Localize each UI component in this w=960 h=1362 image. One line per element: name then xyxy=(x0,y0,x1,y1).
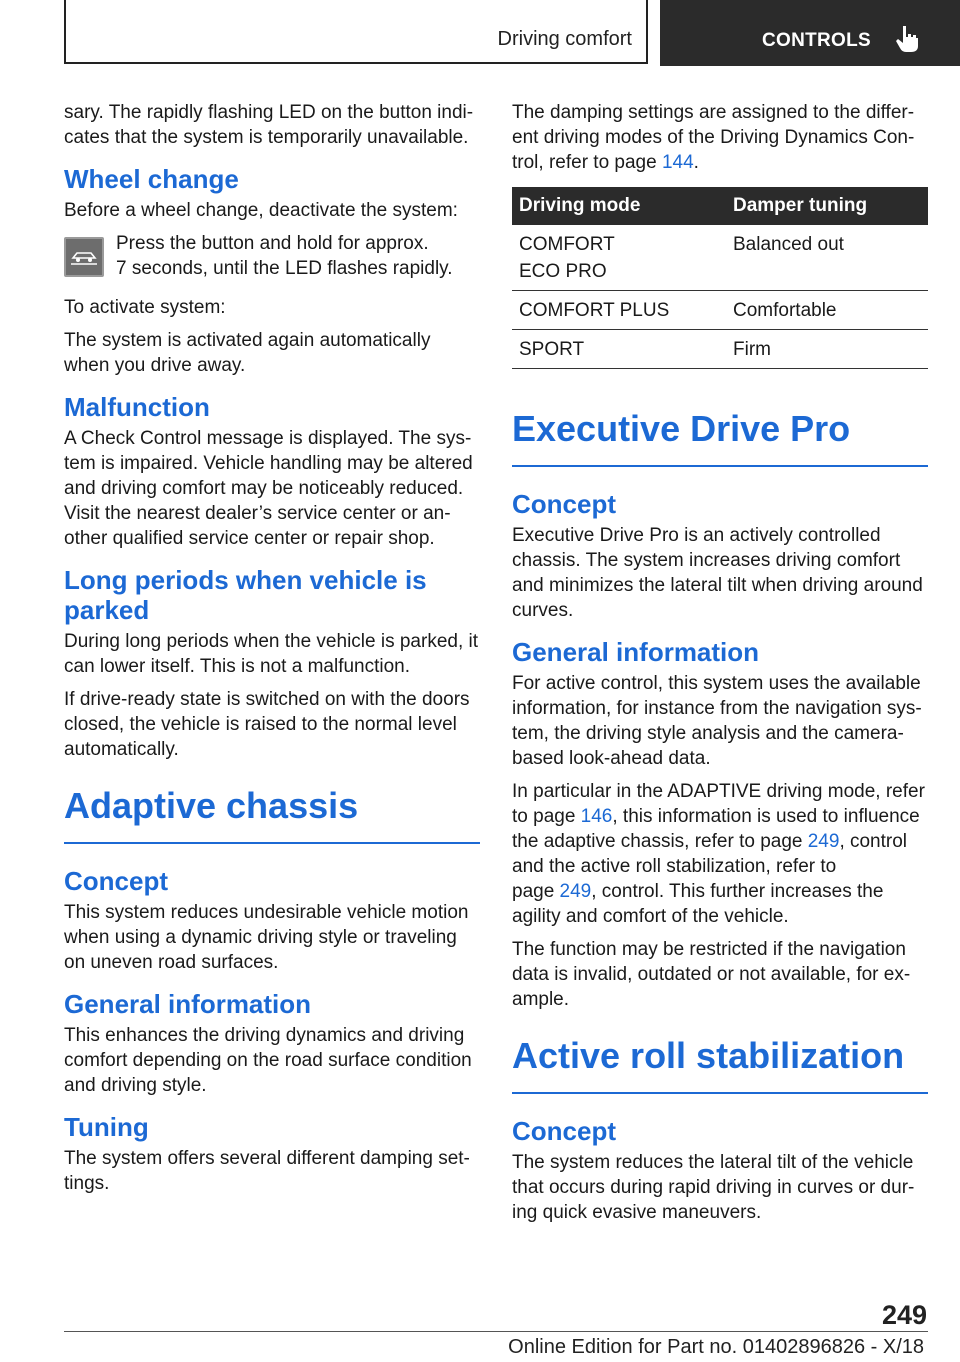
roll-concept-text: The system reduces the lateral tilt of the vehicle that occurs during rapid driving in curves or dur- ing quick evasive maneuvers. xyxy=(512,1152,915,1223)
table-row xyxy=(512,225,928,291)
left-column xyxy=(64,100,480,1204)
page-link-144[interactable]: 144 xyxy=(661,152,694,173)
footer-edition: Online Edition for Part no. 01402896826 - X/18 xyxy=(508,1336,924,1358)
roll-concept-heading: Concept xyxy=(512,1116,616,1146)
damping-table xyxy=(512,187,928,369)
executive-concept-heading: Concept xyxy=(512,489,616,519)
malfunction-text: A Check Control message is displayed. The sys- tem is impaired. Vehicle handling may be altered and driving comfort may be noticeably reduced. Visit the nearest dealer’s service center or an- other qualified service center or repair shop. xyxy=(64,428,473,549)
car-lift-icon xyxy=(66,239,102,275)
damping-intro: The damping settings are assigned to the differ- ent driving modes of the Driving Dynamics Con- trol, refer to page 144. xyxy=(512,102,915,173)
right-column xyxy=(512,100,928,1233)
table-cell-tuning: Firm xyxy=(726,330,928,369)
header-chapter-tab xyxy=(660,0,960,66)
table-row xyxy=(512,291,928,330)
chassis-button-icon xyxy=(64,237,104,277)
executive-concept-text: Executive Drive Pro is an actively controlled chassis. The system increases driving comfort and minimizes the lateral tilt when driving around curves. xyxy=(512,525,923,621)
intro-paragraph: sary. The rapidly flashing LED on the button indi- cates that the system is temporarily unavailable. xyxy=(64,102,474,148)
header-section-title: Driving comfort xyxy=(497,28,632,50)
wheel-change-text: Before a wheel change, deactivate the system: xyxy=(64,200,458,221)
adaptive-concept-text: This system reduces undesirable vehicle motion when using a dynamic driving style or traveling on uneven road surfaces. xyxy=(64,902,469,973)
tuning-text: The system offers several different damping set- tings. xyxy=(64,1148,470,1194)
roll-stabilization-title: Active roll stabilization xyxy=(512,1034,928,1094)
table-cell-tuning: Comfortable xyxy=(726,291,928,330)
button-instruction-text: Press the button and hold for approx. 7 seconds, until the LED flashes rapidly. xyxy=(116,233,453,279)
page-link-249[interactable]: 249 xyxy=(807,831,840,852)
button-instruction xyxy=(64,231,480,287)
long-periods-text-1: During long periods when the vehicle is parked, it can lower itself. This is not a malfunction. xyxy=(64,631,479,677)
adaptive-chassis-title: Adaptive chassis xyxy=(64,784,480,844)
adaptive-concept-heading: Concept xyxy=(64,866,168,896)
pointing-hand-icon xyxy=(894,24,922,54)
long-periods-text-2: If drive-ready state is switched on with the doors closed, the vehicle is raised to the normal level automatically. xyxy=(64,689,470,760)
executive-general-heading: General information xyxy=(512,637,760,667)
table-cell-mode: COMFORT PLUS xyxy=(512,291,726,330)
table-row xyxy=(512,330,928,369)
executive-restriction-text: The function may be restricted if the navigation data is invalid, outdated or not available, for ex- ample. xyxy=(512,939,911,1010)
executive-general-text: For active control, this system uses the available information, for instance from the navigation sys- tem, the driving style analysis and the camera- based look-ahead data. xyxy=(512,673,922,769)
malfunction-heading: Malfunction xyxy=(64,392,210,422)
table-cell-mode: COMFORT ECO PRO xyxy=(512,225,726,291)
wheel-change-heading: Wheel change xyxy=(64,164,239,194)
tuning-heading: Tuning xyxy=(64,1112,149,1142)
activate-label: To activate system: xyxy=(64,297,226,318)
long-periods-heading: Long periods when vehicle is parked xyxy=(64,565,427,625)
adaptive-general-text: This enhances the driving dynamics and driving comfort depending on the road surface condition and driving style. xyxy=(64,1025,472,1096)
header-chapter-label: CONTROLS xyxy=(762,30,872,51)
table-cell-tuning: Balanced out xyxy=(726,225,928,291)
table-cell-mode: SPORT xyxy=(512,330,726,369)
executive-adaptive-text: In particular in the ADAPTIVE driving mode, refer to page 146, this information is used to influence the adaptive chassis, refer to page 249, control and the active roll stabilization, refer to page 249, control. This further increases the agility and comfort of the vehicle. xyxy=(512,781,925,927)
executive-drive-title: Executive Drive Pro xyxy=(512,407,928,467)
table-header-mode: Driving mode xyxy=(512,187,726,225)
page-link-146[interactable]: 146 xyxy=(580,806,613,827)
footer-divider xyxy=(64,1331,928,1332)
adaptive-general-heading: General information xyxy=(64,989,312,1019)
table-header-tuning: Damper tuning xyxy=(726,187,928,225)
activate-text: The system is activated again automatically when you drive away. xyxy=(64,330,431,376)
page-link-249[interactable]: 249 xyxy=(559,881,592,902)
page-number: 249 xyxy=(882,1300,928,1330)
header-section-box xyxy=(64,0,648,64)
